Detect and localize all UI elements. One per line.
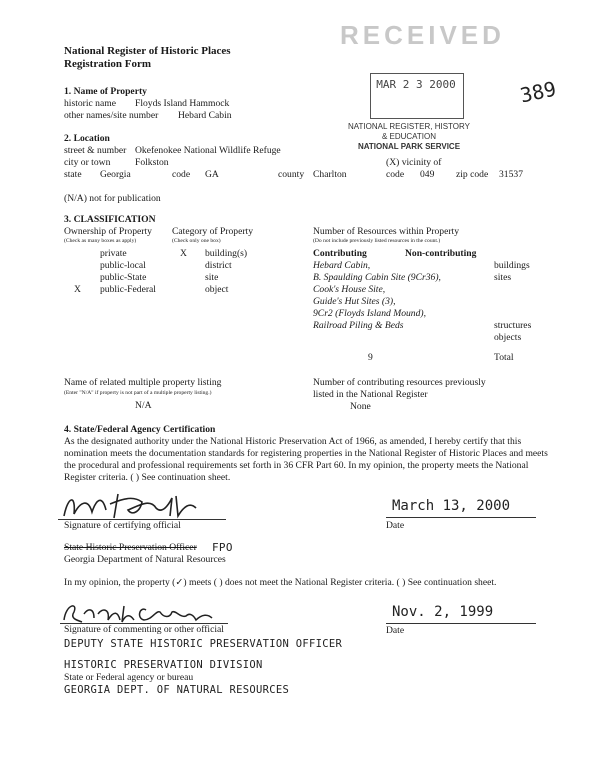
agency-1: Georgia Department of Natural Resources (64, 554, 226, 565)
previous-label-1: Number of contributing resources previously (313, 377, 486, 388)
street-value: Okefenokee National Wildlife Refuge (135, 145, 281, 156)
ownership-private: private (100, 248, 127, 259)
agency-2-handwritten: GEORGIA DEPT. OF NATURAL RESOURCES (64, 684, 290, 696)
previous-value: None (350, 401, 371, 412)
struck-title: State Historic Preservation Officer (64, 542, 197, 553)
state-label: state (64, 169, 82, 180)
division-2-handwritten: HISTORIC PRESERVATION DIVISION (64, 659, 263, 671)
city-label: city or town (64, 157, 111, 168)
resource-type-buildings: buildings (494, 260, 530, 271)
resource-type-sites: sites (494, 272, 512, 283)
resources-label: Number of Resources within Property (313, 226, 460, 237)
stamp-line-3: NATIONAL PARK SERVICE (357, 142, 461, 151)
county-code-label: code (386, 169, 405, 180)
date-1-handwritten: March 13, 2000 (392, 498, 511, 514)
stamp-received-text: RECEIVED (340, 20, 505, 50)
multiple-listing-value: N/A (135, 400, 152, 411)
stamp-date: MAR 2 3 2000 (376, 78, 456, 91)
certification-paragraph: As the designated authority under the National Historic Preservation Act of 1966, as amended, I hereby certify that this nomination meets the documentation standards for registering properties in the National Register of Historic Places and meets the procedural and professional requirements set forth in 36 CFR Part 60. In my opinion, the property meets the National Register criteria. ( ) See continuation sheet. (64, 436, 548, 483)
noncontributing-label: Non-contributing (405, 248, 477, 259)
date-1-label: Date (386, 520, 405, 531)
opinion-statement: In my opinion, the property (✓) meets ( ) does not meet the National Register criteria. ( ) See continuation sheet. (64, 577, 497, 588)
multiple-listing-note: (Enter "N/A" if property is not part of a multiple property listing.) (64, 390, 212, 396)
ownership-mark-public-federal: X (74, 284, 81, 295)
form-subtitle: Registration Form (64, 58, 152, 70)
historic-name-value: Floyds Island Hammock (135, 98, 230, 109)
agency-2-label: State or Federal agency or bureau (64, 672, 194, 683)
resources-note: (Do not include previously listed resources in the count.) (313, 238, 441, 244)
contributing-item: B. Spaulding Cabin Site (9Cr36), (313, 272, 441, 283)
vicinity-value: (X) vicinity of (386, 157, 442, 168)
other-names-label: other names/site number (64, 110, 159, 121)
signature-1-label: Signature of certifying official (64, 520, 181, 531)
ownership-public-federal: public-Federal (100, 284, 156, 295)
date-1-line (386, 517, 536, 518)
previous-label-2: listed in the National Register (313, 389, 428, 400)
date-2-label: Date (386, 625, 405, 636)
county-code-value: 049 (420, 169, 435, 180)
resource-type-objects: objects (494, 332, 522, 343)
section1-heading: 1. Name of Property (64, 86, 147, 97)
historic-name-label: historic name (64, 98, 116, 109)
ownership-public-state: public-State (100, 272, 147, 283)
contributing-item: 9Cr2 (Floyds Island Mound), (313, 308, 426, 319)
category-label: Category of Property (172, 226, 253, 237)
section3-heading: 3. CLASSIFICATION (64, 214, 156, 225)
date-2-line (386, 623, 536, 624)
county-label: county (278, 169, 305, 180)
contributing-item: Cook's House Site, (313, 284, 386, 295)
category-note: (Check only one box) (172, 238, 221, 244)
state-value: Georgia (100, 169, 131, 180)
handwritten-page-number: 389 (517, 76, 559, 108)
city-value: Folkston (135, 157, 169, 168)
received-stamp (330, 18, 505, 151)
date-2-handwritten: Nov. 2, 1999 (392, 604, 494, 620)
title-2-handwritten: DEPUTY STATE HISTORIC PRESERVATION OFFICER (64, 638, 343, 650)
category-district: district (205, 260, 232, 271)
category-buildings: building(s) (205, 248, 248, 259)
zip-label: zip code (456, 169, 489, 180)
multiple-listing-label: Name of related multiple property listing (64, 377, 222, 388)
category-mark-buildings: X (180, 248, 187, 259)
other-names-value: Hebard Cabin (178, 110, 232, 121)
section2-heading: 2. Location (64, 133, 110, 144)
ownership-public-local: public-local (100, 260, 146, 271)
contributing-item: Railroad Piling & Beds (313, 320, 404, 331)
title-correction: FPO (212, 541, 233, 554)
resource-total-count: 9 (368, 352, 373, 363)
zip-value: 31537 (499, 169, 523, 180)
resource-type-structures: structures (494, 320, 532, 331)
category-object: object (205, 284, 229, 295)
not-for-publication: (N/A) not for publication (64, 193, 161, 204)
category-site: site (205, 272, 219, 283)
ownership-label: Ownership of Property (64, 226, 152, 237)
signature-1-scribble (58, 488, 228, 522)
contributing-item: Hebard Cabin, (313, 260, 371, 271)
resource-type-total: Total (494, 352, 514, 363)
signature-2-label: Signature of commenting or other official (64, 624, 224, 635)
form-title: National Register of Historic Places (64, 45, 231, 57)
stamp-line-1: NATIONAL REGISTER, HISTORY (348, 122, 470, 131)
state-code-value: GA (205, 169, 219, 180)
ownership-note: (Check as many boxes as apply) (64, 238, 137, 244)
contributing-label: Contributing (313, 248, 367, 259)
county-value: Charlton (313, 169, 347, 180)
section4-heading: 4. State/Federal Agency Certification (64, 424, 216, 435)
contributing-item: Guide's Hut Sites (3), (313, 296, 396, 307)
stamp-line-2: & EDUCATION (381, 132, 437, 141)
state-code-label: code (172, 169, 191, 180)
street-label: street & number (64, 145, 127, 156)
